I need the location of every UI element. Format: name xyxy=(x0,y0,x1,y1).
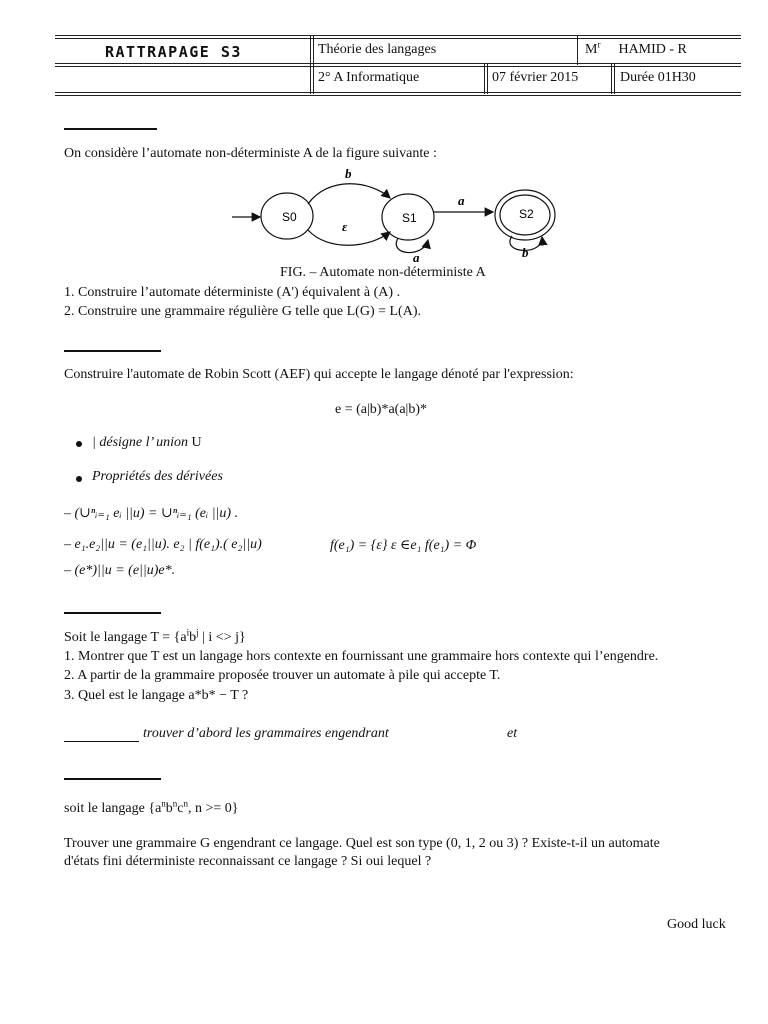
edge-b-label: b xyxy=(345,166,352,181)
edge-s0-s1-b xyxy=(308,184,390,204)
derivative-property-2b: f(e₁) = {ε} ε ∈e₁ f(e₁) = Φ xyxy=(330,538,477,553)
bullet-2-text: Propriétés des dérivées xyxy=(92,469,223,484)
header-border-bottom-inner xyxy=(55,95,741,96)
derivative-property-2a: – e₁.e₂||u = (e₁||u). e₂ | f(e₁).( e₂||u) xyxy=(64,537,262,552)
header-divider-4b xyxy=(614,64,615,94)
subject: Théorie des langages xyxy=(318,42,437,57)
loop-s1-label: a xyxy=(413,250,420,265)
state-s1-label: S1 xyxy=(402,211,417,225)
hint-underline xyxy=(64,741,139,742)
exercise-3-hint-et: et xyxy=(507,726,518,741)
header-border-bottom xyxy=(55,92,741,93)
duration: Durée 01H30 xyxy=(620,70,696,85)
exercise-3-question-3: 3. Quel est le langage a*b* − T ? xyxy=(64,688,249,703)
exercise-3-question-2: 2. A partir de la grammaire proposée trouver un automate à pile qui accepte T. xyxy=(64,668,501,683)
good-luck: Good luck xyxy=(667,917,726,932)
exercise-1-question-2: 2. Construire une grammaire régulière G telle que L(G) = L(A). xyxy=(64,304,421,319)
class-label: 2° A Informatique xyxy=(318,70,420,85)
exam-date: 07 février 2015 xyxy=(492,70,579,85)
figure-caption: FIG. – Automate non-déterministe A xyxy=(280,265,486,280)
exercise-3-intro: Soit le langage $T = \{a^ib^j$ | i <> j} xyxy=(64,627,246,645)
regex-expression: e = (a|b)*a(a|b)* xyxy=(335,402,428,417)
header-divider-1b xyxy=(313,36,314,94)
header-divider-2 xyxy=(577,36,578,65)
header-border-mid xyxy=(55,63,741,64)
edge-s1-s0-eps xyxy=(308,230,390,245)
header-border-top xyxy=(55,35,741,36)
derivative-property-3: – (e*)||u = (e||u)e*. xyxy=(64,563,176,578)
exercise-4-line-1: Trouver une grammaire G engendrant ce langage. Quel est son type (0, 1, 2 ou 3) ? Existe-t-il un automate xyxy=(64,836,660,851)
exercise-1-rule xyxy=(64,128,157,130)
exercise-1-intro: On considère l’automate non-déterministe A de la figure suivante : xyxy=(64,146,437,161)
exercise-4-line-2: d'états fini déterministe reconnaissant ce langage ? Si oui lequel ? xyxy=(64,854,432,869)
exercise-3-rule xyxy=(64,612,161,614)
state-s2-label: S2 xyxy=(519,207,534,221)
exercise-4-rule xyxy=(64,778,161,780)
automaton-diagram xyxy=(220,160,580,270)
exercise-3-question-1: 1. Montrer que T est un langage hors contexte en fournissant une grammaire hors contexte qui l’engendre. xyxy=(64,649,659,664)
bullet-1 xyxy=(76,441,82,447)
exam-title: RATTRAPAGE S3 xyxy=(105,43,242,61)
state-s0-label: S0 xyxy=(282,210,297,224)
exercise-2-intro: Construire l'automate de Robin Scott (AEF) qui accepte le langage dénoté par l'expression: xyxy=(64,367,574,382)
header-border-mid-inner xyxy=(55,66,741,67)
exercise-3-hint: trouver d’abord les grammaires engendrant xyxy=(143,726,389,741)
header-border-top-inner xyxy=(55,38,741,39)
exercise-4-intro: soit le langage {$a^nb^nc^n$, n >= 0} xyxy=(64,798,239,816)
edge-eps-label: ε xyxy=(342,219,348,234)
header-divider-3b xyxy=(487,64,488,94)
bullet-1-text: | désigne l’ union U xyxy=(92,435,202,450)
derivative-property-1: – (∪ⁿᵢ₌₁ eᵢ ||u) = ∪ⁿᵢ₌₁ (eᵢ ||u) . xyxy=(64,506,239,521)
teacher: $M^r$ HAMID - R xyxy=(585,39,687,57)
header-divider-4 xyxy=(611,64,612,94)
bullet-2 xyxy=(76,476,82,482)
loop-s2-label: b xyxy=(522,245,529,260)
header-divider-1 xyxy=(310,36,311,94)
edge-a-label: a xyxy=(458,193,465,208)
exercise-1-question-1: 1. Construire l’automate déterministe (A') équivalent à (A) . xyxy=(64,285,401,300)
exercise-2-rule xyxy=(64,350,161,352)
header-divider-3 xyxy=(484,64,485,94)
